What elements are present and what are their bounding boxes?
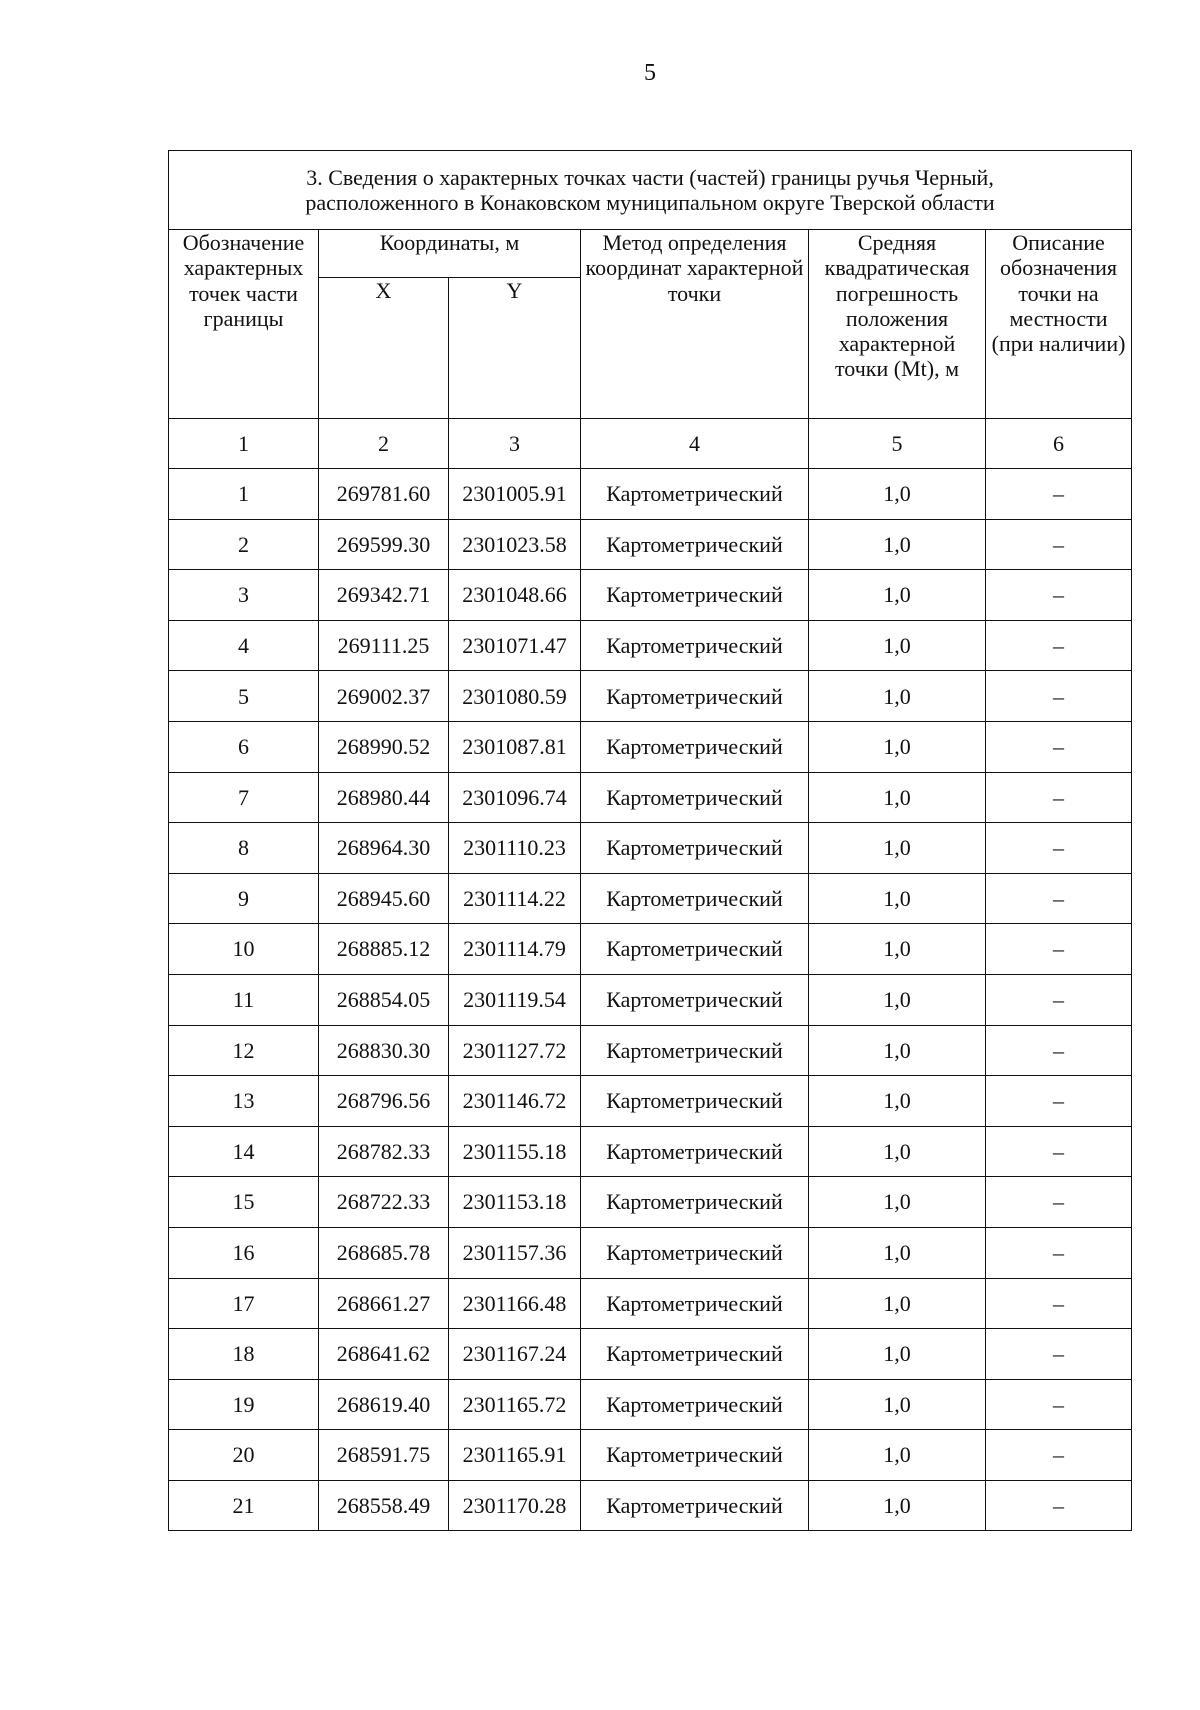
point-number-cell: 18 [169,1329,319,1380]
description-cell: – [986,1076,1132,1127]
x-coordinate-cell: 269002.37 [319,671,449,722]
description-cell: – [986,924,1132,975]
y-coordinate-cell: 2301165.91 [449,1430,581,1481]
point-number-cell: 2 [169,519,319,570]
method-cell: Картометрический [581,823,809,874]
y-coordinate-cell: 2301119.54 [449,974,581,1025]
table-row [169,1430,1132,1481]
y-coordinate-cell: 2301166.48 [449,1278,581,1329]
method-cell: Картометрический [581,1430,809,1481]
table-row [169,671,1132,722]
error-cell: 1,0 [809,823,986,874]
x-coordinate-cell: 268641.62 [319,1329,449,1380]
header-x: X [319,278,449,419]
description-cell: – [986,1278,1132,1329]
table-row [169,1177,1132,1228]
error-cell: 1,0 [809,873,986,924]
y-coordinate-cell: 2301127.72 [449,1025,581,1076]
table-title [169,151,1132,230]
method-cell: Картометрический [581,519,809,570]
table-row [169,873,1132,924]
y-coordinate-cell: 2301165.72 [449,1379,581,1430]
error-cell: 1,0 [809,1278,986,1329]
table-row [169,1329,1132,1380]
column-number: 2 [319,419,449,469]
description-cell: – [986,974,1132,1025]
y-coordinate-cell: 2301023.58 [449,519,581,570]
y-coordinate-cell: 2301080.59 [449,671,581,722]
x-coordinate-cell: 268854.05 [319,974,449,1025]
description-cell: – [986,570,1132,621]
method-cell: Картометрический [581,570,809,621]
error-cell: 1,0 [809,1379,986,1430]
x-coordinate-cell: 268830.30 [319,1025,449,1076]
point-number-cell: 10 [169,924,319,975]
error-cell: 1,0 [809,671,986,722]
y-coordinate-cell: 2301146.72 [449,1076,581,1127]
table-row [169,772,1132,823]
point-number-cell: 12 [169,1025,319,1076]
header-row-1 [169,230,1132,278]
method-cell: Картометрический [581,1025,809,1076]
description-cell: – [986,1227,1132,1278]
description-cell: – [986,671,1132,722]
y-coordinate-cell: 2301155.18 [449,1126,581,1177]
error-cell: 1,0 [809,772,986,823]
error-cell: 1,0 [809,1025,986,1076]
y-coordinate-cell: 2301170.28 [449,1480,581,1531]
x-coordinate-cell: 268722.33 [319,1177,449,1228]
description-cell: – [986,620,1132,671]
point-number-cell: 5 [169,671,319,722]
point-number-cell: 3 [169,570,319,621]
error-cell: 1,0 [809,924,986,975]
table-row [169,823,1132,874]
point-number-cell: 19 [169,1379,319,1430]
column-number: 4 [581,419,809,469]
method-cell: Картометрический [581,469,809,520]
error-cell: 1,0 [809,1480,986,1531]
description-cell: – [986,469,1132,520]
column-number: 5 [809,419,986,469]
description-cell: – [986,519,1132,570]
header-method: Метод определения координат характерной точки [581,230,809,419]
x-coordinate-cell: 268558.49 [319,1480,449,1531]
header-description: Описание обозначения точки на местности (при наличии) [986,230,1132,419]
point-number-cell: 20 [169,1430,319,1481]
error-cell: 1,0 [809,620,986,671]
description-cell: – [986,772,1132,823]
table-row [169,1025,1132,1076]
method-cell: Картометрический [581,873,809,924]
error-cell: 1,0 [809,469,986,520]
point-number-cell: 11 [169,974,319,1025]
x-coordinate-cell: 268619.40 [319,1379,449,1430]
header-error: Средняя квадратическая погрешность положения характерной точки (Mt), м [809,230,986,419]
error-cell: 1,0 [809,974,986,1025]
table-title-line-1: 3. Сведения о характерных точках части (частей) границы ручья Черный, [306,164,994,190]
header-designation: Обозначение характерных точек части границы [169,230,319,419]
table-row [169,1126,1132,1177]
error-cell: 1,0 [809,721,986,772]
page-number: 5 [644,60,656,86]
y-coordinate-cell: 2301087.81 [449,721,581,772]
method-cell: Картометрический [581,1177,809,1228]
table-row [169,1379,1132,1430]
x-coordinate-cell: 269599.30 [319,519,449,570]
description-cell: – [986,873,1132,924]
method-cell: Картометрический [581,1126,809,1177]
table-row [169,519,1132,570]
description-cell: – [986,1177,1132,1228]
description-cell: – [986,1430,1132,1481]
point-number-cell: 15 [169,1177,319,1228]
x-coordinate-cell: 268885.12 [319,924,449,975]
table-row [169,721,1132,772]
x-coordinate-cell: 268796.56 [319,1076,449,1127]
table-row [169,1227,1132,1278]
description-cell: – [986,823,1132,874]
table-row [169,1480,1132,1531]
method-cell: Картометрический [581,1227,809,1278]
x-coordinate-cell: 268990.52 [319,721,449,772]
table-row [169,570,1132,621]
description-cell: – [986,1379,1132,1430]
description-cell: – [986,1126,1132,1177]
y-coordinate-cell: 2301096.74 [449,772,581,823]
table-row [169,1076,1132,1127]
point-number-cell: 8 [169,823,319,874]
method-cell: Картометрический [581,620,809,671]
y-coordinate-cell: 2301110.23 [449,823,581,874]
error-cell: 1,0 [809,519,986,570]
column-number-row [169,419,1132,469]
error-cell: 1,0 [809,1329,986,1380]
header-y: Y [449,278,581,419]
point-number-cell: 6 [169,721,319,772]
error-cell: 1,0 [809,1126,986,1177]
point-number-cell: 14 [169,1126,319,1177]
method-cell: Картометрический [581,1329,809,1380]
point-number-cell: 7 [169,772,319,823]
table-row [169,469,1132,520]
point-number-cell: 16 [169,1227,319,1278]
error-cell: 1,0 [809,1227,986,1278]
table-row [169,1278,1132,1329]
point-number-cell: 9 [169,873,319,924]
header-coordinates: Координаты, м [319,230,581,278]
x-coordinate-cell: 268685.78 [319,1227,449,1278]
point-number-cell: 17 [169,1278,319,1329]
point-number-cell: 1 [169,469,319,520]
table-row [169,620,1132,671]
table-title-row [169,151,1132,230]
error-cell: 1,0 [809,1177,986,1228]
method-cell: Картометрический [581,1379,809,1430]
point-number-cell: 21 [169,1480,319,1531]
table-row [169,974,1132,1025]
error-cell: 1,0 [809,570,986,621]
y-coordinate-cell: 2301071.47 [449,620,581,671]
method-cell: Картометрический [581,671,809,722]
x-coordinate-cell: 268964.30 [319,823,449,874]
description-cell: – [986,1025,1132,1076]
x-coordinate-cell: 268591.75 [319,1430,449,1481]
y-coordinate-cell: 2301157.36 [449,1227,581,1278]
method-cell: Картометрический [581,772,809,823]
method-cell: Картометрический [581,1278,809,1329]
table-row [169,924,1132,975]
y-coordinate-cell: 2301048.66 [449,570,581,621]
description-cell: – [986,721,1132,772]
y-coordinate-cell: 2301153.18 [449,1177,581,1228]
method-cell: Картометрический [581,974,809,1025]
point-number-cell: 13 [169,1076,319,1127]
x-coordinate-cell: 269342.71 [319,570,449,621]
x-coordinate-cell: 268782.33 [319,1126,449,1177]
description-cell: – [986,1480,1132,1531]
point-number-cell: 4 [169,620,319,671]
x-coordinate-cell: 268980.44 [319,772,449,823]
description-cell: – [986,1329,1132,1380]
y-coordinate-cell: 2301005.91 [449,469,581,520]
column-number: 3 [449,419,581,469]
y-coordinate-cell: 2301114.79 [449,924,581,975]
error-cell: 1,0 [809,1430,986,1481]
x-coordinate-cell: 269111.25 [319,620,449,671]
x-coordinate-cell: 268945.60 [319,873,449,924]
error-cell: 1,0 [809,1076,986,1127]
method-cell: Картометрический [581,1480,809,1531]
x-coordinate-cell: 268661.27 [319,1278,449,1329]
column-number: 6 [986,419,1132,469]
method-cell: Картометрический [581,1076,809,1127]
method-cell: Картометрический [581,721,809,772]
y-coordinate-cell: 2301167.24 [449,1329,581,1380]
column-number: 1 [169,419,319,469]
table-title-line-2: расположенного в Конаковском муниципальном округе Тверской области [305,190,995,215]
y-coordinate-cell: 2301114.22 [449,873,581,924]
method-cell: Картометрический [581,924,809,975]
x-coordinate-cell: 269781.60 [319,469,449,520]
coordinates-table [168,150,1132,1531]
